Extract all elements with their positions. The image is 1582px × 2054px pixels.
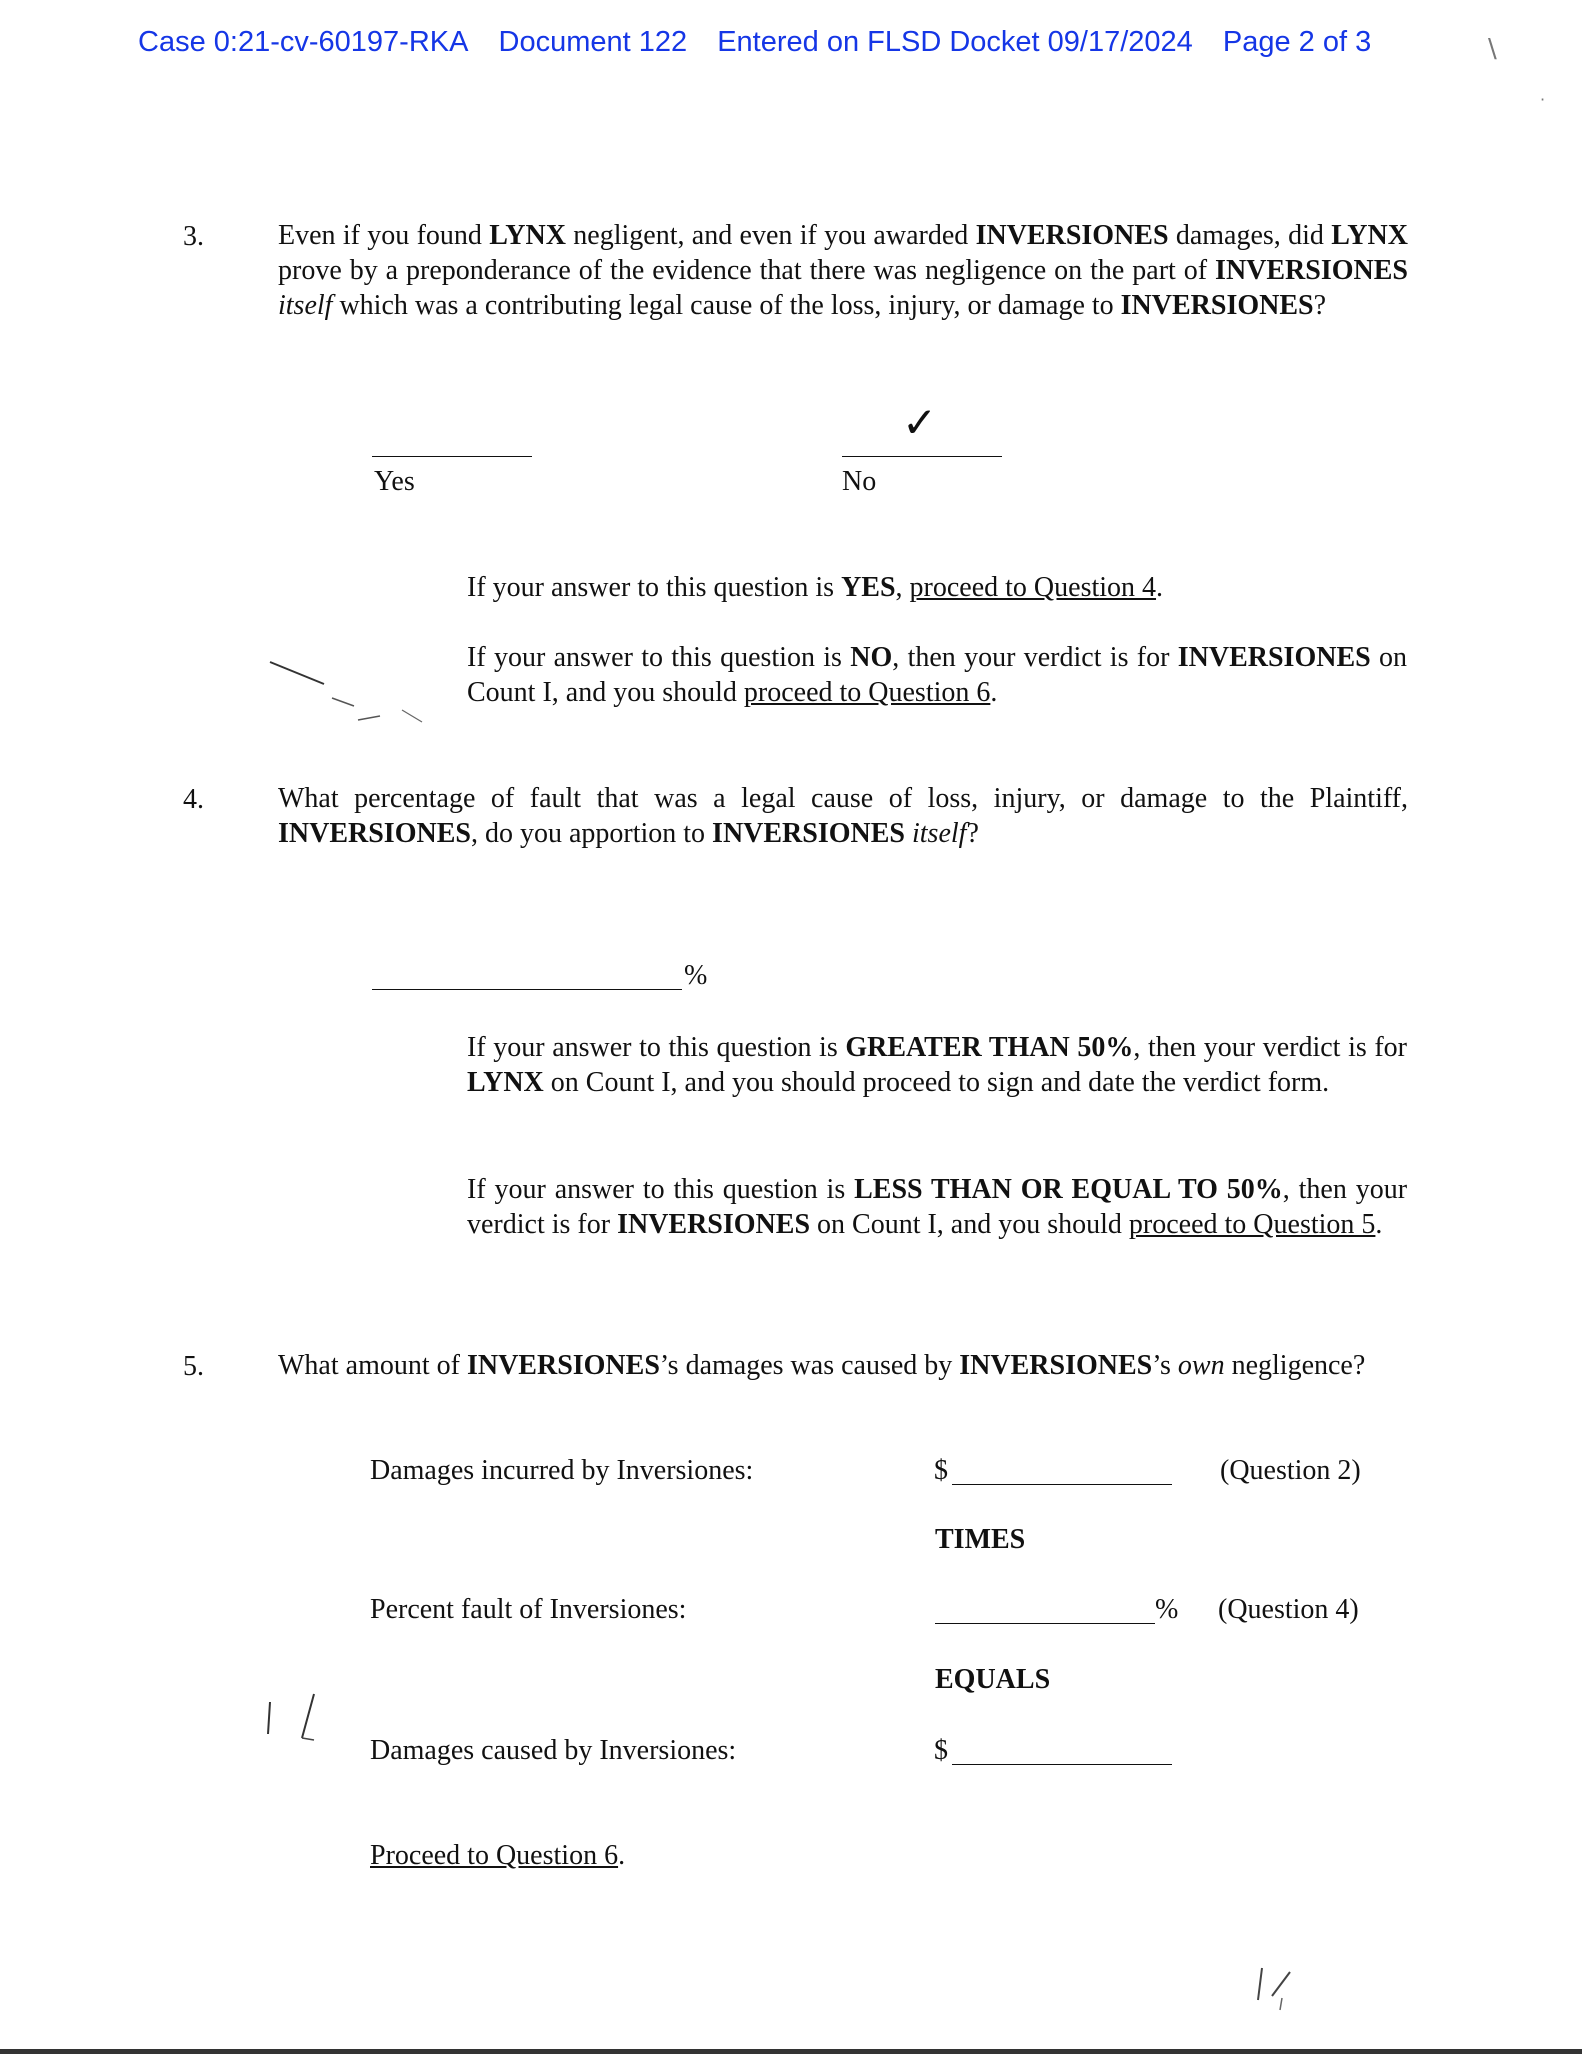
handwritten-initials (1250, 1960, 1330, 2020)
link-proceed-question-4[interactable]: proceed to Question 4 (909, 572, 1157, 603)
times-label: TIMES (935, 1524, 1026, 1555)
no-answer-line[interactable] (842, 456, 1002, 457)
question-5-number: 5. (183, 1351, 204, 1382)
dollar-sign: $ (934, 1455, 948, 1486)
damages-caused-label: Damages caused by Inversiones: (370, 1735, 737, 1766)
question-4-instruction-less-equal: If your answer to this question is LESS THAN OR EQUAL TO 50%, then your verdict is for INVERSIONES on Count I, and you should proceed to Question 5. (467, 1174, 1408, 1240)
equals-label: EQUALS (935, 1664, 1051, 1695)
question-3-instruction-no: If your answer to this question is NO, then your verdict is for INVERSIONES on Count I, and you should proceed to Question 6. (467, 642, 1408, 708)
percent-sign: % (1155, 1594, 1179, 1625)
link-proceed-question-6[interactable]: Proceed to Question 6 (370, 1840, 619, 1871)
percent-fault-label: Percent fault of Inversiones: (370, 1594, 687, 1625)
question-4-number: 4. (183, 784, 204, 815)
damages-incurred-input-line[interactable] (952, 1484, 1172, 1485)
proceed-instruction: Proceed to Question 6. (370, 1840, 626, 1871)
scan-mark: \ (1488, 34, 1497, 64)
page-indicator: Page 2 of 3 (1222, 26, 1372, 58)
docket-header (138, 26, 1458, 59)
percent-sign: % (684, 960, 708, 991)
damages-caused-input-line[interactable] (952, 1764, 1172, 1765)
question-4-reference: (Question 4) (1218, 1594, 1359, 1625)
link-proceed-question-5[interactable]: proceed to Question 5 (1128, 1209, 1376, 1240)
yes-answer-line[interactable] (372, 456, 532, 457)
question-2-reference: (Question 2) (1220, 1455, 1361, 1486)
question-4-instruction-greater: If your answer to this question is GREATER THAN 50%, then your verdict is for LYNX on Count I, and you should proceed to sign and date the verdict form. (467, 1032, 1408, 1098)
docket-entry-date: Entered on FLSD Docket 09/17/2024 (717, 26, 1193, 58)
question-3-instruction-yes: If your answer to this question is YES, proceed to Question 4. (467, 572, 1164, 603)
scan-mark: · (1540, 90, 1546, 109)
case-number: Case 0:21-cv-60197-RKA (138, 26, 469, 58)
question-5-text: What amount of INVERSIONES’s damages was caused by INVERSIONES’s own negligence? (278, 1350, 1366, 1381)
question-3-number: 3. (183, 221, 204, 252)
document-number: Document 122 (498, 26, 688, 58)
page-bottom-edge (0, 2049, 1582, 2054)
margin-scribble (262, 640, 452, 735)
question-4-text: What percentage of fault that was a legal cause of loss, injury, or damage to the Plaintiff, INVERSIONES, do you apportion to INVERSIONES itself? (278, 783, 1408, 849)
dollar-sign: $ (934, 1735, 948, 1766)
no-label: No (842, 466, 877, 497)
percent-fault-input-line[interactable] (935, 1623, 1155, 1624)
margin-scribble (262, 1690, 342, 1750)
damages-incurred-label: Damages incurred by Inversiones: (370, 1455, 754, 1486)
yes-label: Yes (374, 466, 415, 497)
percentage-answer-line[interactable] (372, 989, 682, 990)
link-proceed-question-6[interactable]: proceed to Question 6 (743, 677, 991, 708)
checkmark-icon: ✓ (902, 398, 938, 447)
question-3-text: Even if you found LYNX negligent, and even if you awarded INVERSIONES damages, did LYNX prove by a preponderance of the evidence that there was negligence on the part of INVERSIONES itself which was a contributing legal cause of the loss, injury, or damage to INVERSIONES? (278, 220, 1408, 321)
